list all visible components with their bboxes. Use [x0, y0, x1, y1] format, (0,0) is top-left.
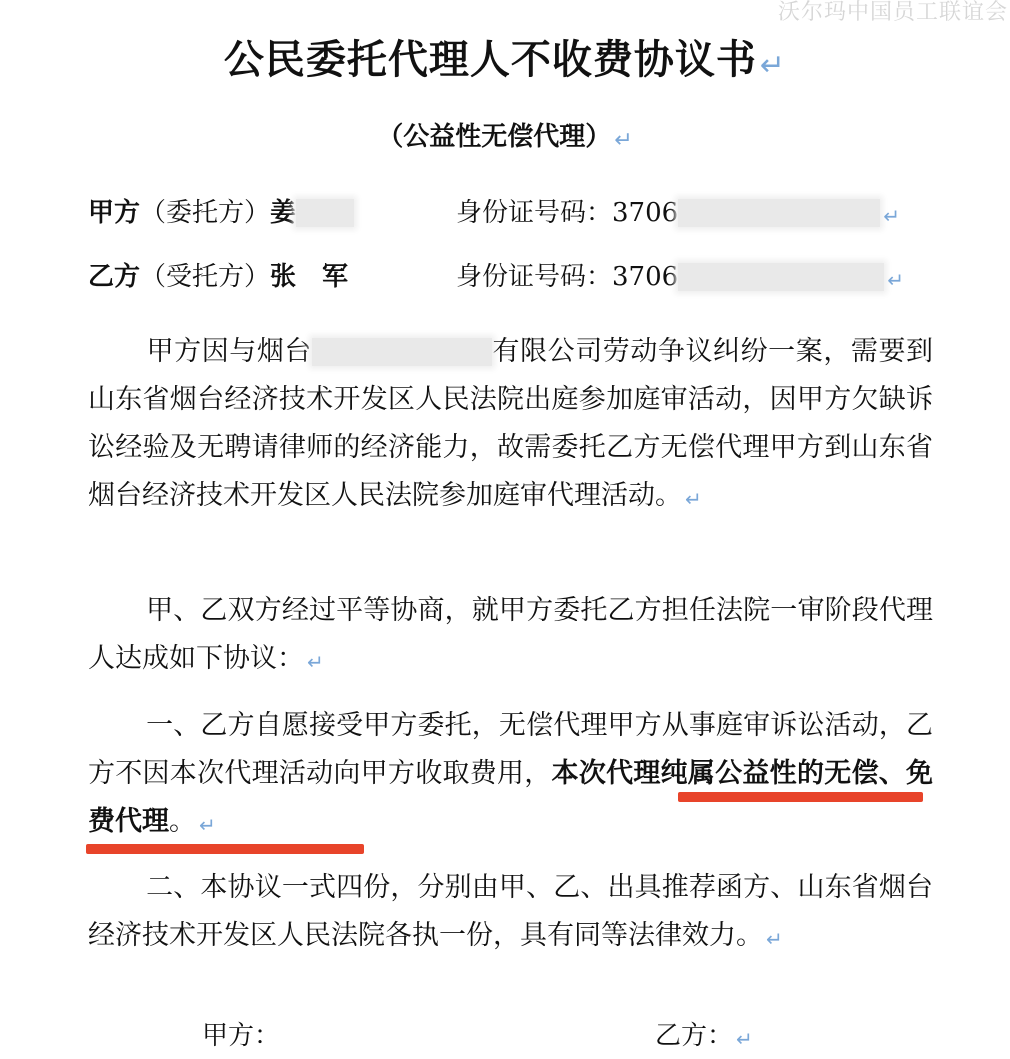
paragraph-clause-one: [88, 702, 933, 849]
signature-party-b: [655, 1016, 753, 1059]
p1-text-rest: 有限公司劳动争议纠纷一案，需要到山东省烟台经济技术开发区人民法院出庭参加庭审活动，因甲方欠缺诉讼经验及无聘请律师的经济能力，故需委托乙方无偿代理甲方到山东省烟台经济技术开发区人民法院参加庭审代理活动。: [88, 336, 934, 511]
p1-text-start: 甲方因与烟台: [146, 336, 312, 367]
paragraph-return-icon: ↵: [883, 204, 900, 228]
party-b-role-note: （受托方）: [140, 262, 271, 292]
p3-end: 。: [169, 806, 196, 837]
party-b-id-prefix: 3706: [612, 262, 679, 292]
p3-emphasis: 本次代理纯属公益性的无偿、免费代理: [88, 758, 934, 837]
highlight-underline: [678, 792, 923, 802]
p4-text: 二、本协议一式四份，分别由甲、乙、出具推荐函方、山东省烟台经济技术开发区人民法院各执一份，具有同等法律效力。: [88, 872, 933, 951]
paragraph-return-icon: ↵: [766, 927, 783, 951]
watermark: 沃尔玛中国员工联谊会: [777, 0, 1008, 25]
party-b-role: 乙方: [88, 262, 141, 292]
paragraph-clause-two: [88, 864, 933, 963]
redacted-id-block: [678, 263, 884, 291]
id-label: 身份证号码：: [456, 198, 613, 228]
paragraph-return-icon: ↵: [736, 1027, 753, 1051]
document-subtitle: [0, 117, 1010, 161]
redacted-company-block: [312, 338, 492, 366]
paragraph-return-icon: ↵: [614, 128, 633, 153]
paragraph-agreement-intro: [88, 587, 933, 686]
party-b-line: [88, 257, 948, 297]
party-a-line: [88, 193, 948, 233]
paragraph-return-icon: ↵: [307, 650, 324, 674]
id-label: 身份证号码：: [456, 262, 613, 292]
party-a-id: [456, 193, 900, 236]
document-title: [0, 33, 1010, 93]
redacted-name-block: [296, 199, 354, 227]
paragraph-return-icon: ↵: [199, 813, 216, 837]
party-a-name: 姜: [270, 198, 297, 228]
signature-party-b-label: 乙方：: [655, 1021, 734, 1051]
paragraph-background: [88, 328, 933, 523]
paragraph-return-icon: ↵: [685, 487, 702, 511]
signature-party-a-label: 甲方：: [202, 1021, 281, 1051]
p3-text: 一、乙方自愿接受甲方委托，无偿代理甲方从事庭审诉讼活动，乙方不因本次代理活动向甲方收取费用，: [88, 710, 933, 789]
party-a-role-note: （委托方）: [140, 198, 271, 228]
party-b-id: [456, 257, 904, 300]
party-a-id-prefix: 3706: [612, 198, 679, 228]
party-b-name: 张 军: [270, 262, 349, 292]
highlight-underline: [86, 844, 364, 854]
paragraph-return-icon: ↵: [887, 268, 904, 292]
title-text: 公民委托代理人不收费协议书: [223, 37, 757, 83]
signature-party-a: [202, 1016, 280, 1056]
redacted-id-block: [678, 199, 880, 227]
subtitle-text: （公益性无偿代理）: [377, 122, 612, 152]
p2-text: 甲、乙双方经过平等协商，就甲方委托乙方担任法院一审阶段代理人达成如下协议：: [88, 595, 933, 674]
party-a-role: 甲方: [88, 198, 141, 228]
paragraph-return-icon: ↵: [759, 48, 787, 83]
